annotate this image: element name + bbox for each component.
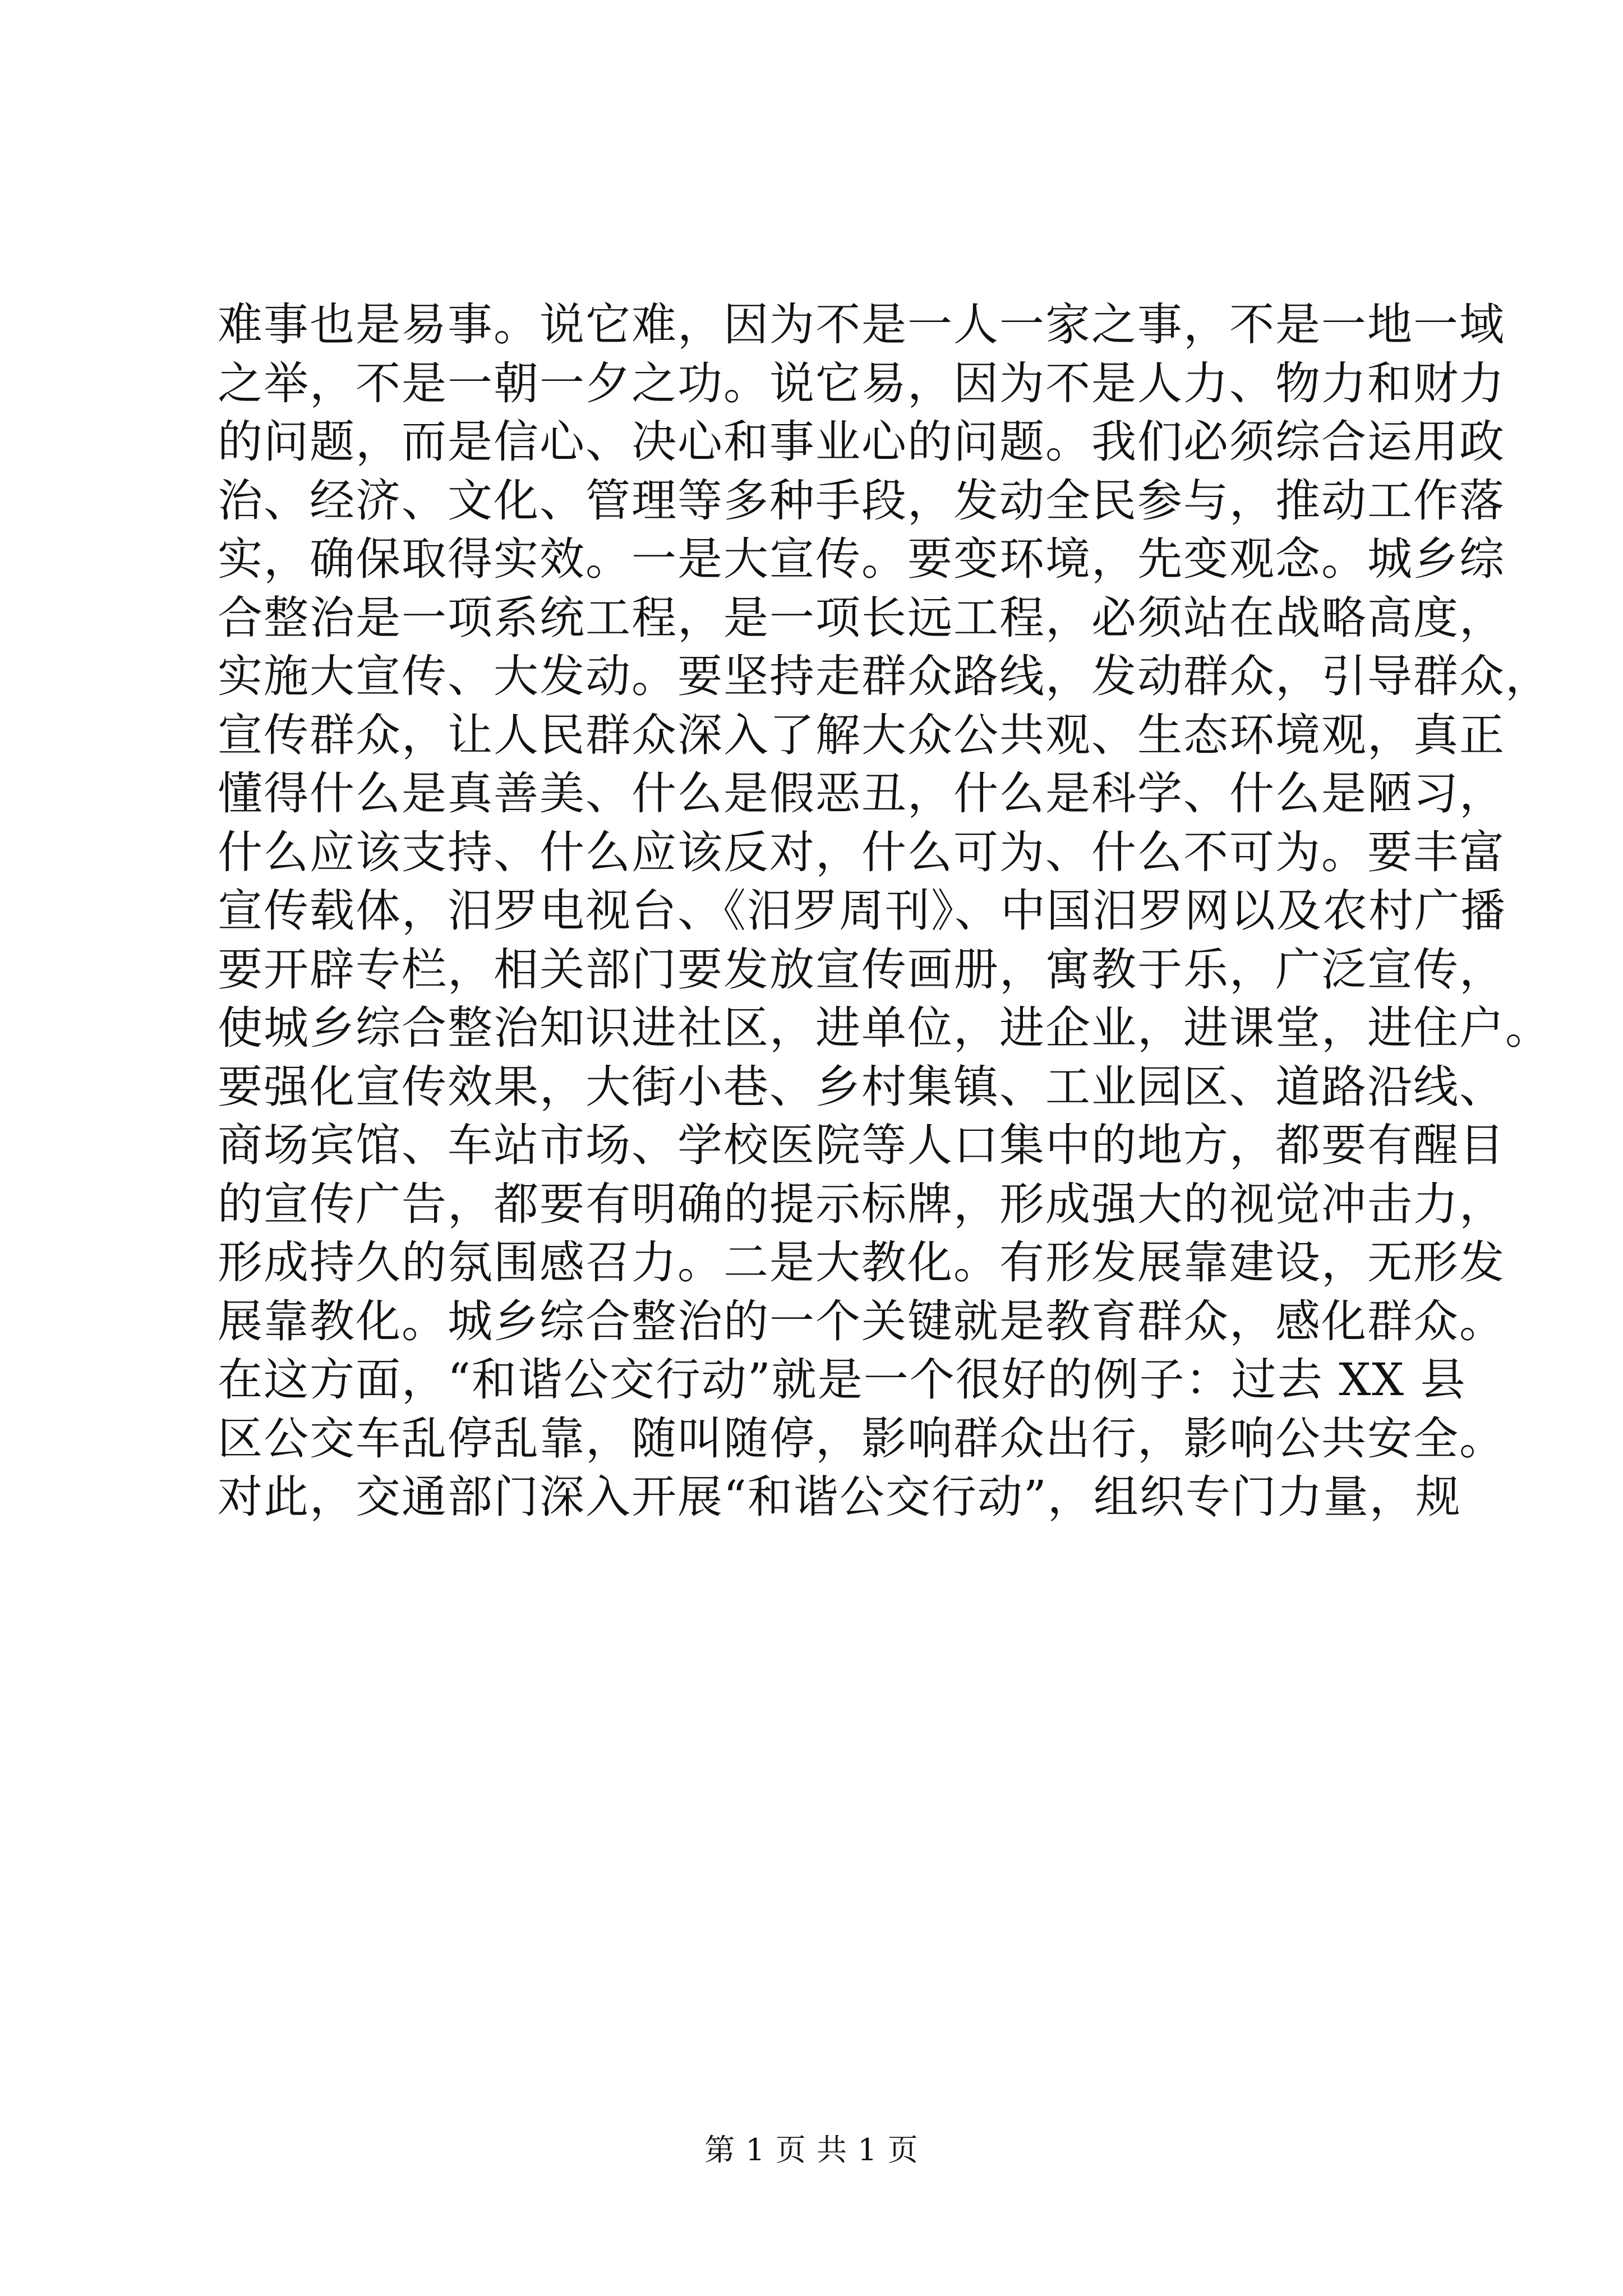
text-line: 治、经济、文化、管理等多种手段，发动全民参与，推动工作落 (218, 474, 1505, 527)
text-line: 的宣传广告，都要有明确的提示标牌，形成强大的视觉冲击力， (218, 1177, 1505, 1230)
text-line: 商场宾馆、车站市场、学校医院等人口集中的地方，都要有醒目 (218, 1119, 1505, 1171)
text-line: 展靠教化。城乡综合整治的一个关键就是教育群众，感化群众。 (218, 1295, 1505, 1347)
text-line: 难事也是易事。说它难，因为不是一人一家之事，不是一地一域 (218, 298, 1505, 351)
text-line: 什么应该支持、什么应该反对，什么可为、什么不可为。要丰富 (218, 826, 1505, 878)
body-paragraph (218, 296, 1551, 1527)
text-line: 懂得什么是真善美、什么是假恶丑，什么是科学、什么是陋习， (218, 767, 1505, 820)
text-line: 实，确保取得实效。一是大宣传。要变环境，先变观念。城乡综 (218, 533, 1505, 585)
text-line: 实施大宣传、大发动。要坚持走群众路线，发动群众，引导群众， (218, 650, 1551, 702)
text-line: 合整治是一项系统工程，是一项长远工程，必须站在战略高度， (218, 591, 1505, 644)
text-line: 要强化宣传效果，大街小巷、乡村集镇、工业园区、道路沿线、 (218, 1060, 1505, 1113)
text-line: 形成持久的氛围感召力。二是大教化。有形发展靠建设，无形发 (218, 1236, 1505, 1289)
page-footer: 第 1 页 共 1 页 (704, 2132, 919, 2168)
text-line: 使城乡综合整治知识进社区，进单位，进企业，进课堂，进住户。 (218, 1002, 1551, 1054)
text-line: 之举，不是一朝一夕之功。说它易，因为不是人力、物力和财力 (218, 357, 1505, 409)
text-line: 宣传群众，让人民群众深入了解大众公共观、生态环境观，真正 (218, 708, 1505, 761)
text-line: 要开辟专栏，相关部门要发放宣传画册，寓教于乐，广泛宣传， (218, 943, 1505, 996)
text-line: 宣传载体，汨罗电视台、《汨罗周刊》、中国汨罗网以及农村广播 (218, 885, 1506, 937)
text-line: 对此，交通部门深入开展“和谐公交行动”，组织专门力量，规 (218, 1471, 1461, 1523)
text-line: 在这方面，“和谐公交行动”就是一个很好的例子：过去 XX 县 (218, 1354, 1467, 1406)
text-line: 区公交车乱停乱靠，随叫随停，影响群众出行，影响公共安全。 (218, 1412, 1505, 1465)
text-line: 的问题，而是信心、决心和事业心的问题。我们必须综合运用政 (218, 416, 1505, 468)
